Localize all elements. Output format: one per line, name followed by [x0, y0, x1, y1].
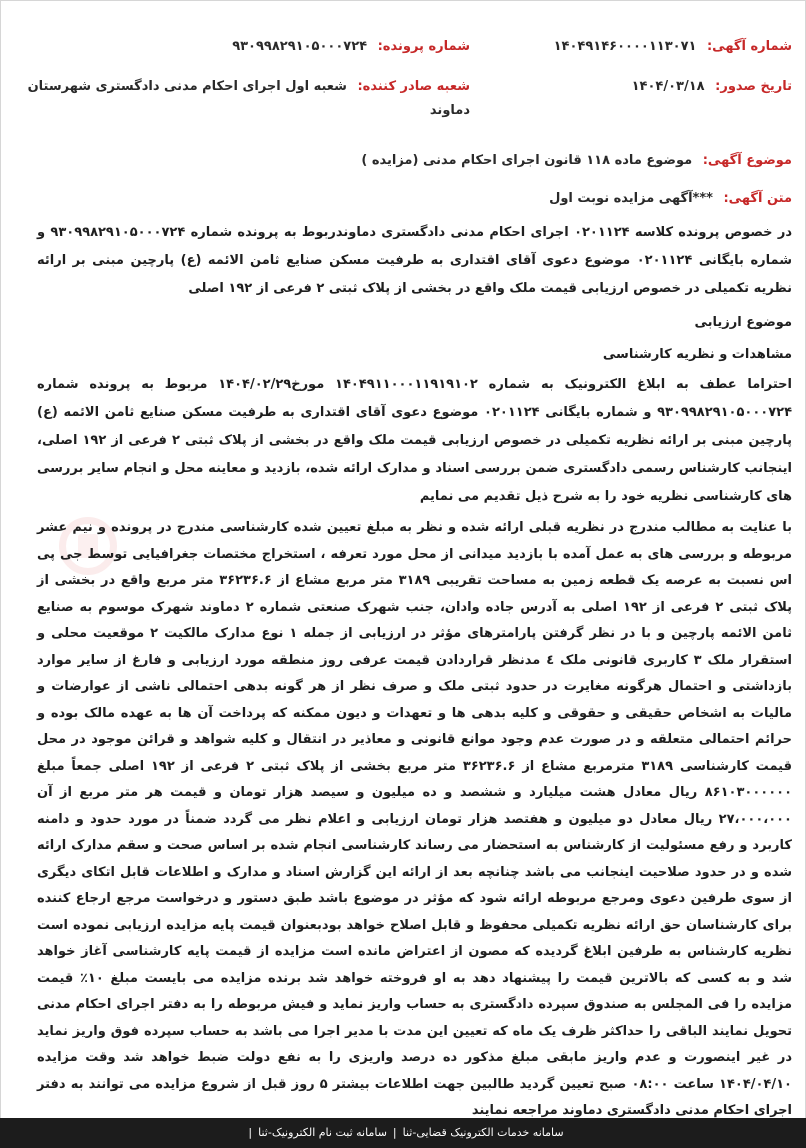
ad-number-field: [470, 35, 792, 59]
footer-separator: |: [248, 1126, 253, 1139]
expert-opinion-paragraph: با عنایت به مطالب مندرج در نظریه قبلی ارائه شده و نظر به مبلغ تعیین شده کارشناسی مندرج در پرونده و نیم عشر مربوطه و بررسی های به عمل آمده با بازدید میدانی از محل مورد تعرفه ، استخراج مختصات جغرافیایی توسط جی پی اس نسبت به عرصه یک قطعه زمین به مساحت تقریبی ۳۱۸۹ متر مربع مشاع از ۳۶۲۳۶.۶ متر مربع واقع در بخشی از پلاک ثبتی ۲ فرعی از ۱۹۲ اصلی به آدرس جاده وادان، جنب شهرک صنعتی شماره ۲ دماوند شهرک موسوم به صنایع ثامن الائمه پارچین و با در نظر گرفتن پارامترهای مؤثر در ارزیابی از جمله ۱ نوع مدارک مالکیت ۲ موقعیت محلی و استقرار ملک ۳ کاربری قانونی ملک ٤ مدنظر قراردادن قیمت عرفی روز منطقه مورد ارزیابی و فارغ از سایر موارد بازداشتی و احتمال هرگونه مغایرت در حدود ثبتی ملک و صرف نظر از هر گونه بدهی احتمالی ناشی از عوارضات و مالیات به اشخاص حقیقی و حقوقی و کلیه بدهی ها و تعهدات و دیون ممکنه که پرداخت آن ها به عهده مالک بوده و حرائم احتمالی متعلقه و در صورت عدم وجود موانع قانونی و معاذیر در انتقال و کلیه شواهد و قرائن موجود در محل قیمت کارشناسی ۳۱۸۹ مترمربع مشاع از ۳۶۲۳۶.۶ متر مربع بخشی از پلاک ثبتی ۲ فرعی از ۱۹۲ اصلی جمعاً مبلغ ۸۶۱۰۳۰۰۰۰۰۰ ریال معادل هشت میلیارد و ششصد و ده میلیون و سیصد هزار تومان و قیمت هر متر مربع از آن ۲۷،۰۰۰،۰۰۰ ریال معادل دو میلیون و هفتصد هزار تومان ارزیابی و اعلام نظر می گردد ضمناً در مورد حدود و دامنه کاربرد و رفع مسئولیت از کارشناس به استحضار می رساند کارشناسی انجام شده بر اساس صحت و سقم مدارک ارائه شده و در حدود صلاحیت اینجانب می باشد چنانچه بعد از ارائه این گزارش اسناد و مدارک و اطلاعات قابل اتکای دیگری از سوی طرفین دعوی ومرجع مربوطه ارائه شود که مؤثر در موضوع باشد طبق دستور و درخواست مرجع ارجاع کننده برای کارشناسان حق ارائه نظریه تکمیلی محفوظ و قابل اصلاح خواهد بودبعنوان قیمت پایه مزایده ارزیابی نموده است نظریه کارشناس به طرفین ابلاغ گردیده که مصون از اعتراض مانده است مزایده از قیمت پایه کارشناسی آغاز خواهد شد و به کسی که بالاترین قیمت را پیشنهاد دهد به او فروخته خواهد شد برنده مزایده می بایست مبلغ ۱۰٪ قیمت مزایده را فی المجلس به صندوق سپرده دادگستری به حساب واریز نماید و فیش مربوطه را به دفتر اجرای احکام مدنی تحویل نمایند الباقی را حداکثر ظرف یک ماه که تعیین این مدت با مدیر اجرا می باشد به حساب سپرده فوق واریز نماید در غیر اینصورت و عدم واریز مابقی مبلغ مذکور ده درصد واریزی را به نفع دولت ضبط خواهد شد وقت مزایده ۱۴۰۴/۰۴/۱۰ ساعت ۰۸:۰۰ صبح تعیین گردید طالبین جهت اطلاعات بیشتر ۵ روز قبل از شروع مزایده می توانند به دفتر اجرای احکام مدنی دادگستری دماوند مراجعه نمایند: [37, 520, 793, 1118]
ad-number-label: شماره آگهی:: [706, 39, 792, 54]
evaluation-heading: موضوع ارزیابی: [694, 315, 792, 330]
issue-date-value: ۱۴۰۴/۰۳/۱۸: [631, 79, 705, 94]
notice-meta: [21, 35, 792, 123]
footer-separator: |: [392, 1126, 397, 1139]
observations-heading: مشاهدات و نظریه کارشناسی: [602, 347, 792, 362]
footer-bar: [0, 1118, 806, 1148]
notice-subject-label: موضوع آگهی:: [702, 153, 792, 168]
issue-date-field: [470, 75, 792, 123]
footer-link-judicial-services[interactable]: سامانه خدمات الکترونیک قضایی-ثنا: [402, 1126, 564, 1139]
case-number-value: ۹۳۰۹۹۸۲۹۱۰۵۰۰۰۷۲۴: [232, 39, 368, 54]
ad-number-value: ۱۴۰۴۹۱۴۶۰۰۰۰۱۱۳۰۷۱: [553, 39, 697, 54]
reference-paragraph: احتراما عطف به ابلاغ الکترونیک به شماره ۱۴۰۴۹۱۱۰۰۰۱۱۹۱۹۱۰۲ مورخ۱۴۰۴/۰۲/۲۹ مربوط به پرونده شماره ۹۳۰۹۹۸۲۹۱۰۵۰۰۰۷۲۴ و شماره بایگانی ۰۲۰۱۱۲۴ موضوع دعوی آقای اقتداری به طرفیت مسکن صنایع ثامن الائمه (ع) پارچین مبنی بر ارائه نظریه تکمیلی در خصوص ارزیابی قیمت ملک واقع در بخشی از پلاک ثبتی ۲ فرعی از ۱۹۲ اصلی، اینجانب کارشناس رسمی دادگستری ضمن بررسی اسناد و مدارک ارائه شده، بازدید و معاینه محل و انجام سایر بررسی های کارشناسی نظریه خود را به شرح ذیل تقدیم می نمایم: [37, 377, 793, 504]
case-number-field: [21, 35, 470, 59]
issuing-branch-label: شعبه صادر کننده:: [357, 79, 470, 94]
case-number-label: شماره پرونده:: [377, 39, 470, 54]
issuing-branch-field: [21, 75, 470, 123]
issuing-branch-value: شعبه اول اجرای احکام مدنی دادگستری شهرستان دماوند: [27, 79, 470, 118]
intro-paragraph: در خصوص پرونده کلاسه ۰۲۰۱۱۲۴ اجرای احکام مدنی دادگستری دماوندربوط به پرونده شماره ۹۳۰۹۹۸۲۹۱۰۵۰۰۰۷۲۴ و شماره بایگانی ۰۲۰۱۱۲۴ موضوع دعوی آقای اقتداری به طرفیت مسکن صنایع ثامن الائمه (ع) پارچین مبنی بر ارائه نظریه تکمیلی در خصوص ارزیابی قیمت ملک واقع در بخشی از پلاک ثبتی ۲ فرعی از ۱۹۲ اصلی: [37, 225, 792, 296]
footer-link-registration[interactable]: سامانه ثبت نام الکترونیک-ثنا: [258, 1126, 387, 1139]
notice-subject-value: موضوع ماده ۱۱۸ قانون اجرای احکام مدنی (مزایده ): [361, 153, 693, 168]
notice-body-title: [37, 187, 792, 211]
issue-date-label: تاریخ صدور:: [715, 79, 792, 94]
notice-body-label: متن آگهی:: [723, 191, 792, 206]
notice-subject: [37, 149, 792, 173]
notice-body-title-value: ***آگهی مزایده نوبت اول: [549, 191, 713, 206]
